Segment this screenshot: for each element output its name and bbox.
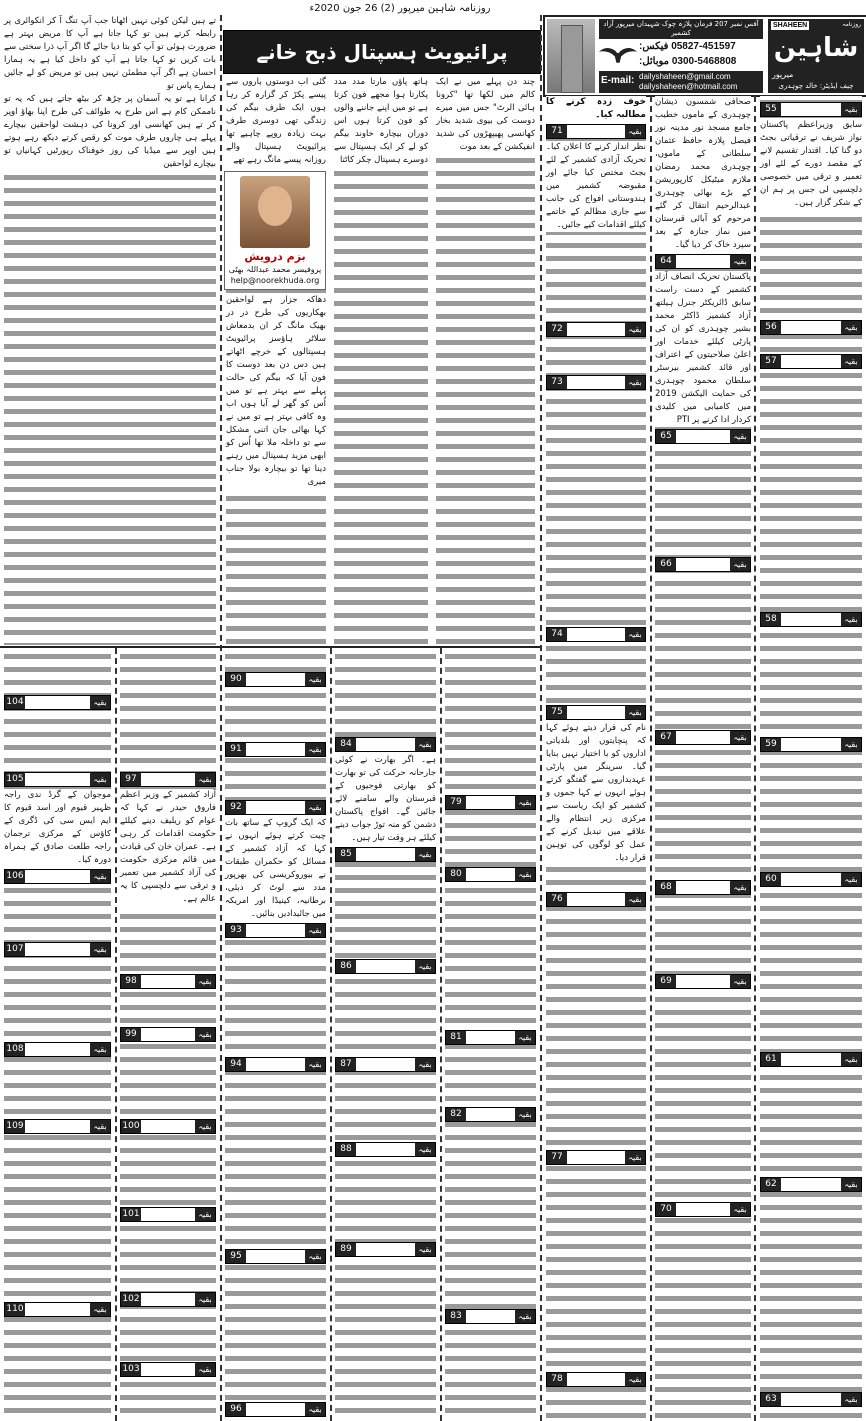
continued-tag xyxy=(225,923,326,938)
continued-tag-number: 101 xyxy=(122,1209,140,1219)
continued-tag-label: بقیہ xyxy=(841,1178,861,1191)
author-email[interactable]: help@noorekhuda.org xyxy=(230,276,320,285)
continued-tag xyxy=(546,124,646,139)
continued-tag xyxy=(4,869,111,884)
continued-tag-number: 63 xyxy=(761,1393,781,1406)
continued-tag-number: 89 xyxy=(336,1243,356,1256)
continued-tag-label: بقیہ xyxy=(415,848,435,861)
column-rule xyxy=(220,15,222,1421)
continued-tag-label: بقیہ xyxy=(305,743,325,756)
continued-tag xyxy=(760,320,862,335)
continued-tag xyxy=(225,800,326,815)
news-text: آزاد کشمیر کے وزیر اعظم فاروق حیدر نے کہا کہ عوام کو ریلیف دینے کیلئے حکومت اقدامات کر رہی ہے۔ عمران خان کی قیادت میں قائم مرکزی حکومت کی آزاد کشمیر میں تعمیر و ترقی سے دلچسپی کا یہ عالم ہے۔ xyxy=(120,790,216,904)
mobile-number: 0300-5468808 xyxy=(671,56,737,67)
continued-tag-number: 96 xyxy=(226,1403,246,1416)
continued-tag-number: 56 xyxy=(761,321,781,334)
continued-tag-label: بقیہ xyxy=(625,1373,645,1386)
continued-tag-label: بقیہ xyxy=(90,1303,110,1316)
continued-tag-number: 69 xyxy=(656,975,676,988)
continued-tag xyxy=(760,1177,862,1192)
continued-tag-number: 59 xyxy=(761,738,781,751)
continued-tag-number: 97 xyxy=(121,773,141,786)
continued-tag-label: بقیہ xyxy=(415,960,435,973)
continued-tag xyxy=(120,1027,216,1042)
continued-tag-label: بقیہ xyxy=(730,255,750,268)
continued-tag-number: 70 xyxy=(656,1203,676,1216)
continued-tag-number: 68 xyxy=(656,881,676,894)
continued-tag-number: 74 xyxy=(547,628,567,641)
continued-tag-number: 98 xyxy=(121,975,141,988)
continued-tag-label: بقیہ xyxy=(195,1208,215,1221)
news-column xyxy=(331,650,440,1421)
continued-tag-label: بقیہ xyxy=(841,613,861,626)
continued-tag-number: 57 xyxy=(761,355,781,368)
column-paragraph: دھاکہ جزار ہے لواحقین بھکاریوں کی طرح در در بھیک مانگ کر ان بدمعاش سلاٹر ہاؤسز پرائیویٹ ہسپتالوں کے خرچے اٹھاتے ہیں دس دن بعد دوست کا فون آیا کہ بیگم کی حالت پہلے سے بہتر ہے تو میں اُس کو گھر لے آیا ہوں اب وہ کافی بہتر ہے تو میں نے کہا بھائی جان اتنی مشکل سے تو داخلہ ملا تھا اُس کو ابھی مزید ہسپتال میں رہنے دینا تھا تو بیچارہ بولا جناب میری xyxy=(226,295,326,487)
continued-tag xyxy=(445,1309,536,1324)
continued-tag-label: بقیہ xyxy=(415,1058,435,1071)
continued-tag xyxy=(445,1107,536,1122)
mobile-label: موبائل: xyxy=(639,56,670,67)
author-name: پروفیسر محمد عبداللہ بھٹی xyxy=(228,265,322,274)
news-text: ہے۔ اگر بھارت نے کوئی جارحانہ حرکت کی تو بھارت کو بھارتی فوجیوں کے قبرستان والے سامنے لائے جائیں گے۔ افواج پاکستان دشمن کو منہ توڑ جواب دینے کیلئے ہر وقت تیار ہیں۔ xyxy=(335,755,436,843)
continued-tag-number: 109 xyxy=(6,1121,24,1131)
continued-tag-label: بقیہ xyxy=(305,801,325,814)
continued-tag-label: بقیہ xyxy=(305,1403,325,1416)
continued-tag xyxy=(655,974,751,989)
continued-tag-number: 76 xyxy=(547,893,567,906)
news-text: موجوان کے گرڈ ندی راجہ ظہیر قیوم اور اسد قیوم کا ایم ایس سی کی ڈگری کے کاؤس کے مرکزی ترجمان راجہ طلعت صادق کے ہمراہ دورہ کیا۔ xyxy=(4,790,111,865)
continued-tag-label: بقیہ xyxy=(730,558,750,571)
continued-tag xyxy=(4,695,111,710)
continued-tag-number: 62 xyxy=(761,1178,781,1191)
continued-tag-label: بقیہ xyxy=(415,1143,435,1156)
continued-tag-number: 108 xyxy=(6,1044,24,1054)
email-hotmail[interactable]: dailyshaheen@hotmail.com xyxy=(639,82,738,91)
news-column xyxy=(116,650,220,1421)
continued-tag xyxy=(120,1119,216,1134)
continued-tag-number: 94 xyxy=(226,1058,246,1071)
continued-tag-label: بقیہ xyxy=(515,1108,535,1121)
news-column xyxy=(441,650,540,1421)
continued-tag xyxy=(760,354,862,369)
continued-tag xyxy=(335,737,436,752)
continued-tag-label: بقیہ xyxy=(195,1293,215,1306)
continued-tag-number: 78 xyxy=(547,1373,567,1386)
continued-tag-label: بقیہ xyxy=(195,773,215,786)
column-paragraph: ہاتھ پاؤں مارتا مدد مدد پکارتا ہوا مجھے فون کرتا ہے تو میں اپنے جاننے والوں کو فون کرتا ہوں اس دوران بیچارہ خاوند بیگم کو لے کر ایک ہسپتال سے دوسرے ہسپتال چکر کاٹتا xyxy=(334,77,428,165)
continued-tag-number: 75 xyxy=(547,706,567,719)
continued-tag xyxy=(445,867,536,882)
column-rule xyxy=(540,15,542,1421)
continued-tag xyxy=(120,772,216,787)
continued-tag-number: 58 xyxy=(761,613,781,626)
continued-tag-label: بقیہ xyxy=(625,125,645,138)
continued-tag-label: بقیہ xyxy=(90,773,110,786)
continued-tag-number: 71 xyxy=(547,125,567,138)
continued-tag-number: 110 xyxy=(6,1304,24,1314)
continued-tag xyxy=(546,705,646,720)
eagle-icon xyxy=(599,43,637,65)
continued-tag-number: 106 xyxy=(6,871,24,881)
continued-tag-number: 60 xyxy=(761,873,781,886)
continued-tag-label: بقیہ xyxy=(90,943,110,956)
continued-tag-label: بقیہ xyxy=(841,1053,861,1066)
column-rule xyxy=(754,96,756,1421)
continued-tag-label: بقیہ xyxy=(90,870,110,883)
continued-tag xyxy=(546,1372,646,1387)
continued-tag-label: بقیہ xyxy=(730,430,750,443)
column-col-right xyxy=(432,76,539,646)
continued-tag-number: 100 xyxy=(122,1121,140,1131)
left-article-paragraph: کرانا ہے تو یہ آسمان پر چڑھ کر بیٹھ جاتے ہیں کہ یہ تو ناممکن کام ہے اس طرح یہ طوائف کی طرح اپنا بھاؤ اوپر کر تے ہیں کھانسی اور کرونا کی دہشت لواحقین بیچارے پہلے ہی چاروں طرف موت کو رقص کرتے دیکھ رہے ہوتے ہیں اوپر سے میڈیا کی روز خوفناک رپورٹیں کہانیاں تو بیچارے لواحقین xyxy=(4,94,216,169)
continued-tag xyxy=(655,254,751,269)
news-column xyxy=(0,650,115,1421)
continued-tag xyxy=(225,742,326,757)
continued-tag-label: بقیہ xyxy=(90,1043,110,1056)
logo-tagline: روزنامہ xyxy=(842,21,861,28)
column-paragraph: چند دن پہلے میں نے ایک کالم میں لکھا تھا "کرونا ہائی الرٹ" جس میں میرے دوست کی بیوی شدید بخار کھانسی پھیپھڑوں کی شدید انفیکشن کے بعد موت xyxy=(436,77,535,152)
column-series: بزم درویش xyxy=(244,250,306,263)
news-column xyxy=(756,96,866,1421)
continued-tag xyxy=(120,1207,216,1222)
continued-tag-number: 55 xyxy=(761,103,781,116)
continued-tag xyxy=(445,795,536,810)
continued-tag-number: 72 xyxy=(547,323,567,336)
editor-name: چیف ایڈیٹر: خالد چوہدری xyxy=(778,82,854,90)
continued-tag xyxy=(546,375,646,390)
continued-tag xyxy=(335,959,436,974)
continued-tag xyxy=(120,1362,216,1377)
continued-tag xyxy=(225,1249,326,1264)
continued-tag-number: 85 xyxy=(336,848,356,861)
continued-tag xyxy=(4,942,111,957)
logo-english: SHAHEEN xyxy=(773,22,808,29)
continued-tag-number: 79 xyxy=(446,796,466,809)
continued-tag-label: بقیہ xyxy=(841,873,861,886)
continued-tag xyxy=(225,1402,326,1417)
continued-tag-label: بقیہ xyxy=(90,1120,110,1133)
news-text: سابق وزیراعظم پاکستان نواز شریف نے ترقیاتی بجٹ دو گنا کیا۔ اقتدار تقسیم لانے کے مقصد دورے کے لئے اور تعمیر و ترقی میں خصوصی دلچسپی لی جس پر ہم ان کے شکر گزار ہیں۔ xyxy=(760,120,862,208)
continued-tag xyxy=(335,1242,436,1257)
continued-tag-label: بقیہ xyxy=(625,376,645,389)
news-headline: خوف زدہ کرنے کا مطالبہ کیا۔ xyxy=(546,97,646,120)
continued-tag xyxy=(546,322,646,337)
continued-tag-number: 80 xyxy=(446,868,466,881)
continued-tag-label: بقیہ xyxy=(841,1393,861,1406)
continued-tag xyxy=(4,772,111,787)
column-rule xyxy=(440,648,442,1421)
continued-tag xyxy=(546,1150,646,1165)
continued-tag-number: 84 xyxy=(336,738,356,751)
continued-tag-label: بقیہ xyxy=(841,738,861,751)
continued-tag-number: 83 xyxy=(446,1310,466,1323)
continued-tag-number: 66 xyxy=(656,558,676,571)
continued-tag-label: بقیہ xyxy=(195,1120,215,1133)
news-text: نام کی قرار دیتے ہوئے کہا کہ پنچایتوں اور بلدیاتی اداروں کو با اختیار نہیں بنایا گیا۔ سرینگر میں پارٹی عہدیداروں سے گفتگو کرتے ہوئے انہوں نے کہا جموں و کشمیر کو ایک ریاست سے مرکزی زیر انتظام والے علاقے میں تبدیل کرنے کے عمل کو لوگوں کی توہین قرار دیا۔ xyxy=(546,723,646,863)
news-column xyxy=(651,96,755,1421)
continued-tag-number: 102 xyxy=(122,1294,140,1304)
column-rule xyxy=(330,648,332,1421)
news-text: پاکستان تحریک انصاف آزاد کشمیر کے دست راست سابق ڈائریکٹر جنرل ہیلتھ آزاد کشمیر ڈاکٹر محمد بشیر چوہدری کو ان کی پارٹی کیلئے خدمات اور اعلیٰ صلاحیتوں کے اعتراف اور قائد کشمیر بیرسٹر سلطان محمود چوہدری کی حمایت الیکشن 2019 میں کامیابی میں کلیدی کردار ادا کرنے پر PTI xyxy=(655,272,751,425)
continued-tag-number: 64 xyxy=(656,255,676,268)
continued-tag-label: بقیہ xyxy=(305,1250,325,1263)
logo-urdu: شاہین xyxy=(773,33,859,63)
office-address: آفس نمبر 207 فرمان پلازہ چوک شہیداں میرپور آزاد کشمیر xyxy=(599,19,763,39)
continued-tag-label: بقیہ xyxy=(625,628,645,641)
continued-tag xyxy=(546,892,646,907)
continued-tag-label: بقیہ xyxy=(305,924,325,937)
continued-tag-label: بقیہ xyxy=(625,706,645,719)
left-article-paragraph: تے ہیں لیکن کوئی نہیں اٹھاتا جب آپ تنگ آ کر انکوائری پر رابطہ کرتے ہیں تو کہا جاتا ہے آپ کا مریض بہتر ہے ضرورت ہوئی تو آپ کو بتا دیا جائے گا اگر آپ ذرا سختی سے بات کریں تو کہا جاتا ہے آپ کو داخل کیا ہے یہ ہمارا احسان ہے اگر آپ مطمئن نہیں ہیں تو مریض کو لے جائیں ہمارے پاس تو xyxy=(4,16,216,91)
continued-tag-number: 91 xyxy=(226,743,246,756)
continued-tag xyxy=(120,974,216,989)
continued-tag-label: بقیہ xyxy=(195,975,215,988)
continued-tag-label: بقیہ xyxy=(415,738,435,751)
continued-tag xyxy=(760,102,862,117)
continued-tag-label: بقیہ xyxy=(90,696,110,709)
continued-tag xyxy=(760,612,862,627)
continued-tag xyxy=(760,1052,862,1067)
dateline: روزنامہ شاہین میرپور (2) 26 جون 2020ء xyxy=(309,3,491,14)
continued-tag xyxy=(546,627,646,642)
continued-tag xyxy=(655,880,751,895)
column-rule xyxy=(650,96,652,1421)
continued-tag xyxy=(4,1042,111,1057)
news-column xyxy=(221,650,330,1421)
continued-tag xyxy=(225,672,326,687)
continued-tag-label: بقیہ xyxy=(415,1243,435,1256)
continued-tag xyxy=(4,1119,111,1134)
email-block xyxy=(599,71,763,93)
continued-tag xyxy=(335,847,436,862)
continued-tag-label: بقیہ xyxy=(730,731,750,744)
continued-tag-number: 86 xyxy=(336,960,356,973)
continued-tag-label: بقیہ xyxy=(730,1203,750,1216)
continued-tag-number: 67 xyxy=(656,731,676,744)
continued-tag-label: بقیہ xyxy=(841,321,861,334)
continued-tag-label: بقیہ xyxy=(515,1310,535,1323)
continued-tag-label: بقیہ xyxy=(730,975,750,988)
continued-tag-number: 81 xyxy=(446,1031,466,1044)
continued-tag xyxy=(120,1292,216,1307)
continued-tag xyxy=(655,557,751,572)
column-rule xyxy=(115,648,117,1421)
continued-tag xyxy=(760,872,862,887)
continued-tag-label: بقیہ xyxy=(305,1058,325,1071)
continued-tag-number: 103 xyxy=(122,1364,140,1374)
continued-tag-label: بقیہ xyxy=(625,893,645,906)
continued-tag xyxy=(445,1030,536,1045)
continued-tag-number: 95 xyxy=(226,1250,246,1263)
continued-tag-number: 99 xyxy=(121,1028,141,1041)
continued-tag-label: بقیہ xyxy=(841,355,861,368)
continued-tag-number: 107 xyxy=(6,944,24,954)
email-label: E-mail: xyxy=(601,75,635,86)
continued-tag xyxy=(225,1057,326,1072)
continued-tag-number: 65 xyxy=(656,430,676,443)
author-photo xyxy=(240,176,310,248)
news-text: کہ ایک گروپ کے ساتھ بات چیت کرتے ہوئے انہوں نے کہا کہ آزاد کشمیر کے مسائل کو حکمران طبقات نے بیوروکریسی کی بھرپور مدد سے لوٹ کر دبئی، برطانیہ، کینیڈا اور امریکہ میں جائیدادیں بنائیں۔ xyxy=(225,818,326,919)
continued-tag-number: 87 xyxy=(336,1058,356,1071)
continued-tag-number: 88 xyxy=(336,1143,356,1156)
column-title: پرائیویٹ ہسپتال ذبح خانے xyxy=(223,30,541,74)
continued-tag xyxy=(4,1302,111,1317)
newspaper-logo xyxy=(768,19,864,93)
continued-tag-label: بقیہ xyxy=(195,1363,215,1376)
continued-tag-number: 92 xyxy=(226,801,246,814)
continued-tag-number: 105 xyxy=(6,774,24,784)
left-article xyxy=(0,15,220,645)
news-column xyxy=(542,96,650,1421)
continued-tag-number: 73 xyxy=(547,376,567,389)
continued-tag xyxy=(655,730,751,745)
continued-tag xyxy=(760,1392,862,1407)
continued-tag-label: بقیہ xyxy=(730,881,750,894)
continued-tag-number: 93 xyxy=(226,924,246,937)
masthead xyxy=(543,15,866,97)
fax-number: 05827-451597 xyxy=(671,41,736,52)
continued-tag-label: بقیہ xyxy=(515,868,535,881)
author-box xyxy=(224,171,326,290)
continued-tag xyxy=(335,1142,436,1157)
continued-tag-number: 77 xyxy=(547,1151,567,1164)
continued-tag-label: بقیہ xyxy=(625,323,645,336)
continued-tag xyxy=(760,737,862,752)
email-gmail[interactable]: dailyshaheen@gmail.com xyxy=(639,72,731,81)
news-text: صحافی شمسون ذیشان چوہدری کے ماموں خطیب جامع مسجد نور مدینہ نور فیصل پلازہ حافظ عثمان سلطانی کے ماموں، چوہدری محمد رمضان ملازم میٹیکل کارپوریشن کے بڑے بھائی چوہدری عبدالرحیم انتقال کر گئے مرحوم کو آبائی قبرستان میں نماز جنازہ کے بعد سپرد خاک کر دیا گیا۔ xyxy=(655,97,751,250)
continued-tag-label: بقیہ xyxy=(841,103,861,116)
continued-tag-number: 90 xyxy=(226,673,246,686)
continued-tag-number: 61 xyxy=(761,1053,781,1066)
continued-tag xyxy=(335,1057,436,1072)
monument-photo xyxy=(547,19,595,93)
column-col-left xyxy=(222,76,330,646)
continued-tag-label: بقیہ xyxy=(515,796,535,809)
news-text: نظر انداز کرنے کا اعلان کیا۔ تحریک آزادی کشمیر کے لئے بجٹ مختص کیا جائے اور مقبوضہ کشمیر میں ہندوستانی افواج کی جانب سے جاری مظالم کے خاتمے کیلئے اقدامات کیے جائیں۔ xyxy=(546,142,646,230)
column-paragraph: گئی اب دوستوں یاروں سے پیسے پکڑ کر گزارہ کر رہا ہوں ایک طرف بیگم کی زندگی تھی دوسری طرف بہت زیادہ روپے چاہیے تھا پرائیویٹ ہسپتال والے روزانہ پیسے مانگ رہے تھے xyxy=(226,77,326,165)
continued-tag-label: بقیہ xyxy=(195,1028,215,1041)
section-rule xyxy=(0,646,540,648)
logo-city: میرپور xyxy=(772,70,794,79)
continued-tag-label: بقیہ xyxy=(515,1031,535,1044)
fax-label: فیکس: xyxy=(639,41,669,52)
continued-tag-label: بقیہ xyxy=(625,1151,645,1164)
column-col-middle xyxy=(330,76,432,646)
continued-tag-label: بقیہ xyxy=(305,673,325,686)
continued-tag-number: 82 xyxy=(446,1108,466,1121)
continued-tag xyxy=(655,429,751,444)
continued-tag xyxy=(655,1202,751,1217)
continued-tag-number: 104 xyxy=(6,697,24,707)
